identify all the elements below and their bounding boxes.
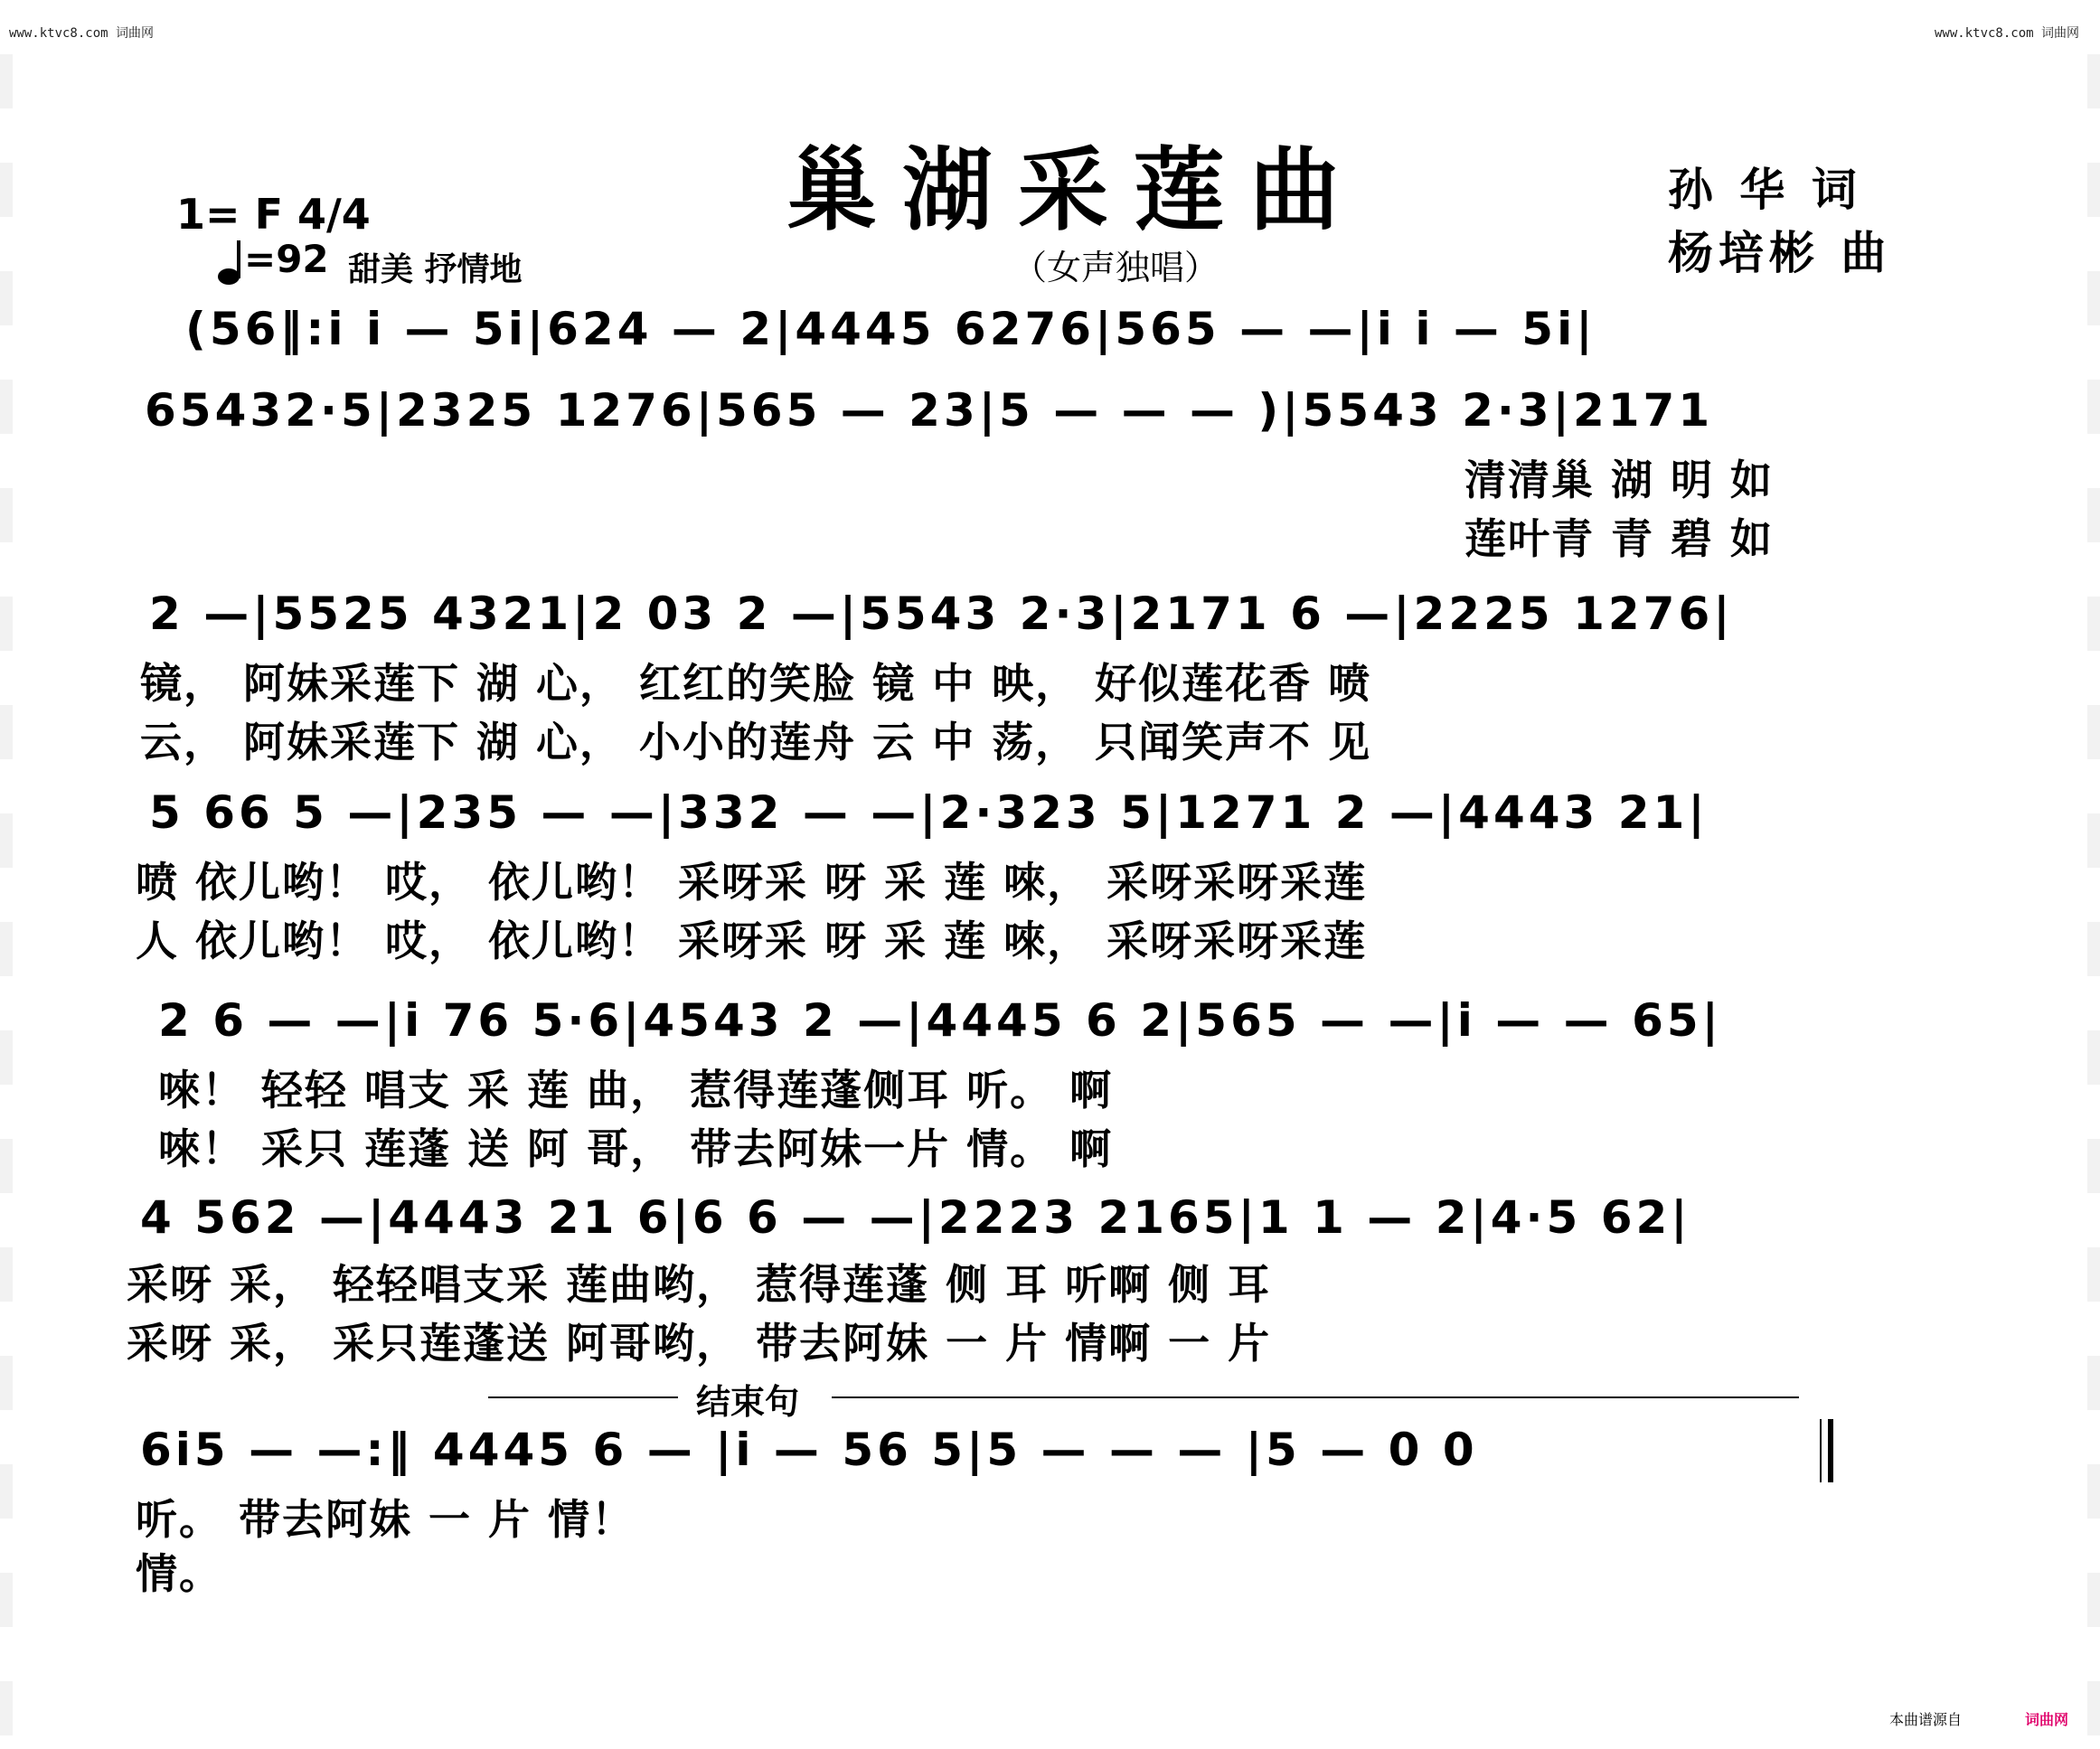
composer-credit: 杨培彬 曲: [1668, 226, 1892, 279]
lyric-line-2a: 清清巢 湖 明 如: [1464, 456, 1775, 504]
right-margin-strip: [2087, 0, 2100, 1749]
tempo-marking: =92: [244, 237, 329, 281]
expression-marking: 甜美 抒情地: [348, 250, 523, 288]
lyric-line-4a: 喷 依儿哟！ 哎， 依儿哟！ 采呀采 呀 采 莲 唻， 采呀采呀采莲: [136, 858, 1368, 907]
lyric-line-5b: 唻！ 采只 莲蓬 送 阿 哥， 带去阿妹一片 情。 啊: [158, 1124, 1114, 1173]
score-line-3: 2 —|5525 4321|2 03 2 —|5543 2·3|2171 6 —|2225 1276|: [149, 588, 1734, 640]
lyricist-credit: 孙 华 词: [1668, 163, 1862, 216]
score-line-2: 65432·5|2325 1276|565 — 23|5 — — — )|5543 2·3|2171: [145, 384, 1714, 437]
lyric-line-7b: 情。: [136, 1549, 222, 1598]
lyric-line-4b: 人 依儿哟！ 哎， 依儿哟！ 采呀采 呀 采 莲 唻， 采呀采呀采莲: [136, 917, 1368, 965]
lyric-line-3b: 云， 阿妹采莲下 湖 心， 小小的莲舟 云 中 荡， 只闻笑声不 见: [140, 718, 1372, 766]
left-margin-strip: [0, 0, 13, 1749]
ending-label: 结束句: [696, 1381, 800, 1422]
lyric-line-6a: 采呀 采， 轻轻唱支采 莲曲哟， 惹得莲蓬 侧 耳 听啊 侧 耳: [127, 1260, 1272, 1309]
ending-rule-left: [488, 1396, 678, 1398]
score-line-1: (56‖:i i — 5i|624 — 2|4445 6276|565 — —|i i — 5i|: [185, 303, 1596, 355]
score-line-5: 2 6 — —|i 76 5·6|4543 2 —|4445 6 2|565 — —|i — — 65|: [158, 994, 1722, 1047]
score-line-4: 5 66 5 —|235 — —|332 — —|2·323 5|1271 2 —|4443 21|: [149, 786, 1709, 839]
key-signature: 1= F 4/4: [176, 190, 371, 239]
footer-source: 本曲谱源自: [1889, 1711, 1963, 1728]
final-barline-thin: [1820, 1419, 1822, 1482]
watermark-right: www.ktvc8.com 词曲网: [1935, 26, 2080, 41]
score-line-7: 6i5 — —:‖ 4445 6 — |i — 56 5|5 — — — |5 — 0 0: [140, 1424, 1478, 1476]
lyric-line-5a: 唻！ 轻轻 唱支 采 莲 曲， 惹得莲蓬侧耳 听。 啊: [158, 1066, 1114, 1114]
lyric-line-2b: 莲叶青 青 碧 如: [1464, 514, 1775, 563]
lyric-line-7a: 听。 带去阿妹 一 片 情！: [136, 1495, 636, 1544]
ending-rule-right: [832, 1396, 1799, 1398]
lyric-line-6b: 采呀 采， 采只莲蓬送 阿哥哟， 带去阿妹 一 片 情啊 一 片: [127, 1319, 1272, 1368]
final-barline-thick: [1828, 1419, 1833, 1482]
performance-subtitle: （女声独唱）: [1012, 248, 1220, 287]
watermark-left: www.ktvc8.com 词曲网: [9, 26, 155, 41]
song-title: 巢湖采莲曲: [786, 136, 1365, 243]
score-line-6: 4 562 —|4443 21 6|6 6 — —|2223 2165|1 1 — 2|4·5 62|: [140, 1191, 1691, 1244]
footer-brand: 词曲网: [2025, 1711, 2069, 1728]
lyric-line-3a: 镜， 阿妹采莲下 湖 心， 红红的笑脸 镜 中 映， 好似莲花香 喷: [140, 659, 1372, 708]
